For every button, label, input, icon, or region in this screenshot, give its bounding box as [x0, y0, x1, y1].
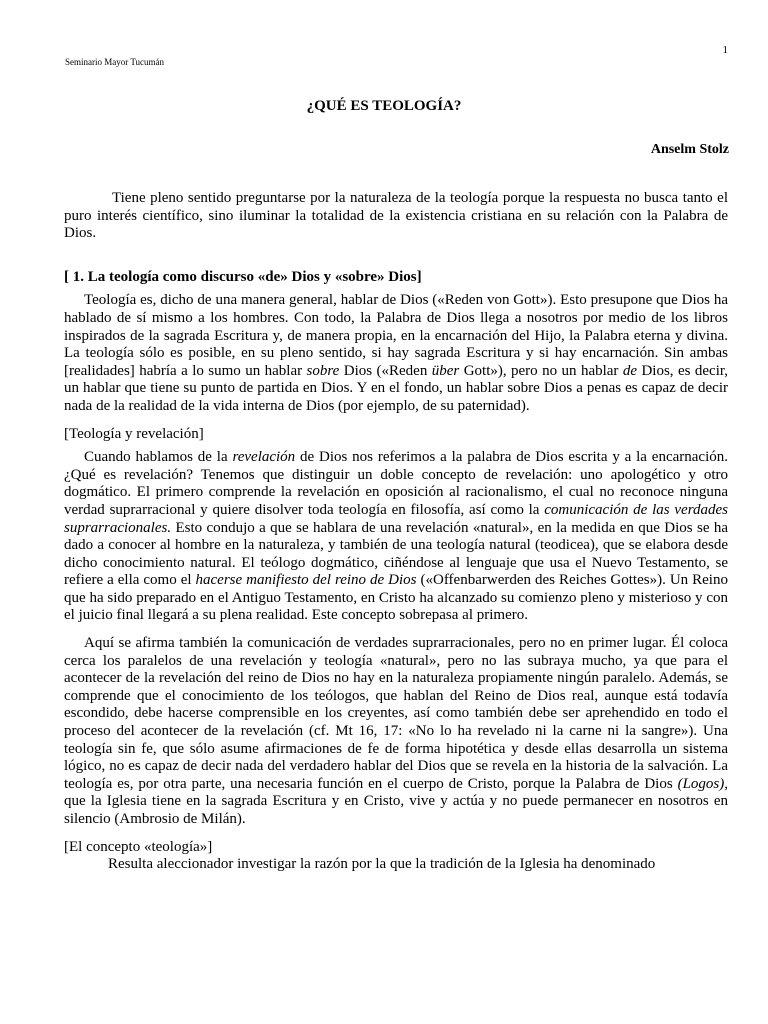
text-run: Cuando hablamos de la: [84, 449, 233, 466]
intro-paragraph: Tiene pleno sentido preguntarse por la naturaleza de la teología porque la respuesta no busca tanto el puro interés científico, sino iluminar la totalidad de la existencia cristiana en su relación con la Palabra de Dios.: [64, 190, 728, 242]
emphasis-text: comunicación de las verdades suprarracionales.: [64, 501, 728, 536]
text-run: de Dios nos referimos a la palabra de Dios escrita y a la encarnación. ¿Qué es revelación? Tenemos que distinguir un doble concepto de revelación: uno apologético y otro dogmático. El primero comprende la revelación en oposición al racionalismo, el cual no reconoce ninguna verdad suprarracional y quiere disolver toda teología en filosofía, así como la: [64, 449, 728, 518]
text-run: que la Iglesia tiene en la sagrada Escritura y en Cristo, vive y actúa y no puede permanecer en nosotros en silencio (Ambrosio de Milán).: [64, 793, 728, 827]
emphasis-text: de: [622, 362, 638, 379]
document-title: ¿QUÉ ES TEOLOGÍA?: [306, 98, 462, 114]
emphasis-text: revelación: [232, 449, 296, 466]
text-run: («Offenbarwerden des Reiches Gottes»). Un Reino que ha sido preparado en el Antiguo Testamento, en Cristo ha alcanzado su comienzo pleno y misterioso y con el juicio final llegará a su plena realidad. Este concepto sobrepasa al primero.: [64, 572, 728, 624]
text-run: Esto condujo a que se hablara de una revelación «natural», en la medida en que Dios se ha dado a conocer al hombre en la naturaleza, y también de una teología natural (teodicea), que se elabora desde dicho conocimiento natural. El teólogo dogmático, ciñéndose al lenguaje que usa el Nuevo Testamento, se refiere a ella como el: [64, 519, 728, 589]
page-number: 1: [722, 44, 728, 56]
document-body: [64, 190, 728, 874]
text-run: Gott»), pero no un hablar: [459, 362, 623, 379]
emphasis-text: über: [431, 362, 460, 379]
text-run: Aquí se afirma también la comunicación de verdades suprarracionales, pero no en primer lugar. Él coloca cerca los paralelos de una revelación y teología «natural», pero no las subraya mucho, ya que para el acontecer de la revelación del reino de Dios no hay en la naturaleza propiamente ningún paralelo. Además, se comprende que el conocimiento de los teólogos, que hablan del Reino de Dios real, aunque está todavía escondido, debe hacerse comprensible en los creyentes, así como también debe ser aprehendido en todo el proceso del acontecer de la revelación (cf. Mt 16, 17: «No lo ha revelado ni la carne ni la sangre»). Una teología sin fe, que sólo asume afirmaciones de fe de forma hipotética y desde ellas desarrolla un sistema lógico, no es capaz de decir nada del verdadero hablar del Dios que se revela en la historia de la salvación. La teología es, por otra parte, una necesaria función en el cuerpo de Cristo, porque la Palabra de Dios: [64, 635, 728, 792]
section-heading-1: [ 1. La teología como discurso «de» Dios y «sobre» Dios]: [64, 268, 422, 285]
author-name: Anselm Stolz: [650, 142, 729, 157]
emphasis-text: (Logos),: [677, 775, 728, 792]
emphasis-text: hacerse manifiesto del reino de Dios: [195, 572, 417, 589]
paragraph-revelation: [64, 449, 728, 625]
paragraph-theology-concept: Resulta aleccionador investigar la razón por la que la tradición de la Iglesia ha denominado: [108, 856, 656, 873]
emphasis-text: sobre: [306, 362, 340, 379]
section-heading-2: [Teología y revelación]: [64, 425, 204, 442]
running-header: Seminario Mayor Tucumán: [65, 57, 164, 67]
paragraph-suprarational-truths: [64, 635, 728, 829]
text-run: Dios («Reden: [339, 362, 432, 379]
paragraph-theology-definition: [64, 292, 728, 415]
section-heading-3: [El concepto «teología»]: [64, 838, 213, 855]
text-run: Teología es, dicho de una manera general, hablar de Dios («Reden von Gott»). Esto presupone que Dios ha hablado de sí mismo a los hombres. Con todo, la Palabra de Dios llega a nosotros por medio de los libros inspirados de la sagrada Escritura y, de manera propia, en la encarnación del Hijo, la Palabra eterna y divina. La teología sólo es posible, en su pleno sentido, si hay sagrada Escritura y si hay encarnación. Sin ambas [realidades] habría a lo sumo un hablar: [64, 292, 728, 379]
text-run: Dios, es decir, un hablar que tiene su punto de partida en Dios. Y en el fondo, un hablar sobre Dios a penas es capaz de decir nada de la realidad de la vida interna de Dios (por ejemplo, de su paternidad).: [64, 362, 729, 414]
